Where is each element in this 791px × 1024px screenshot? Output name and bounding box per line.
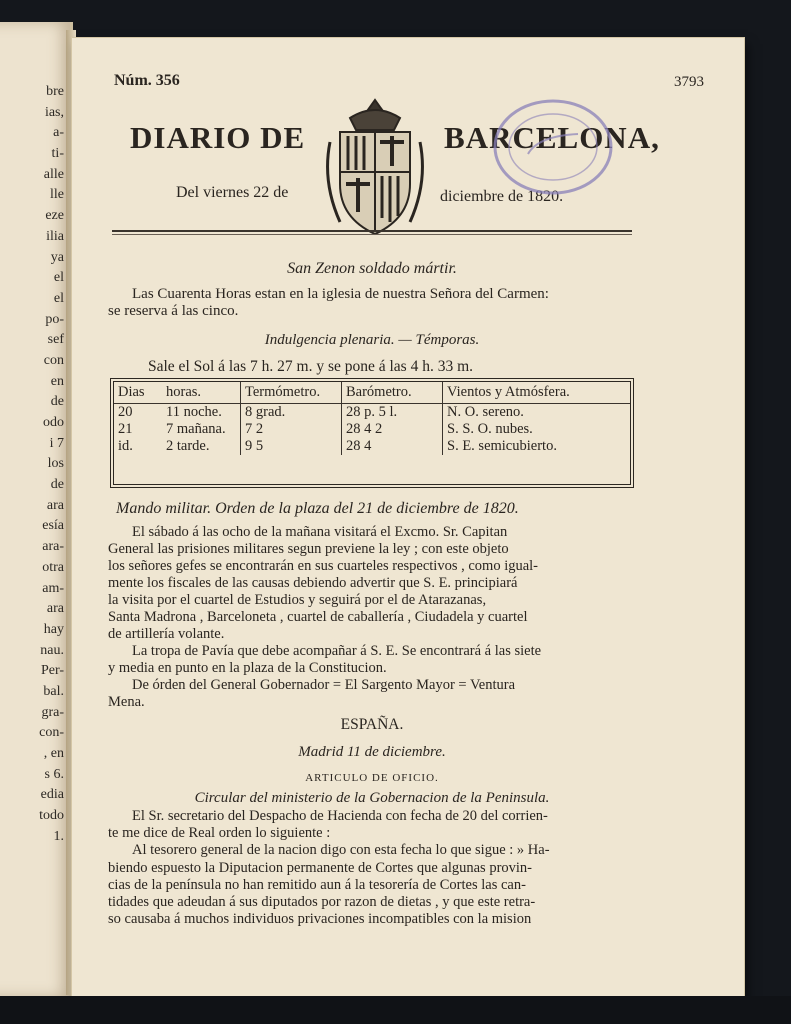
text-line: El sábado á las ocho de la mañana visitará el Excmo. Sr. Capitan: [132, 524, 508, 540]
table-cell: S. E. semicubierto.: [443, 438, 631, 455]
text-line: Al tesorero general de la nacion digo con esta fecha lo que sigue : » Ha-: [132, 842, 550, 859]
text-line: de artillería volante.: [108, 626, 225, 642]
margin-word: edia: [40, 787, 64, 803]
article-body-text: [108, 808, 628, 928]
table-cell: 2 tarde.: [166, 438, 210, 454]
notice-line-2: se reserva á las cinco.: [108, 303, 239, 319]
masthead-title-right: BARCELONA,: [444, 120, 660, 155]
article-heading: ARTICULO DE OFICIO.: [305, 772, 439, 784]
margin-word: sef: [47, 332, 64, 348]
circular-heading: Circular del ministerio de la Gobernacion de la Peninsula.: [194, 790, 550, 806]
text-line: la visita por el cuartel de Estudios y seguirá por el de Atarazanas,: [108, 592, 487, 608]
col-header-thermometer: Termómetro.: [241, 382, 342, 404]
page-number: 3793: [674, 74, 704, 90]
sun-times: Sale el Sol á las 7 h. 27 m. y se pone á las 4 h. 33 m.: [148, 358, 474, 375]
header-rule-thin: [112, 234, 632, 235]
text-line: mente los fiscales de las causas debiendo advertir que S. E. principiará: [108, 575, 518, 591]
text-line: te me dice de Real orden lo siguiente :: [108, 825, 331, 842]
table-cell: 21: [118, 421, 133, 437]
table-cell: 20: [118, 404, 133, 420]
margin-word: ara: [46, 497, 64, 513]
text-line: De órden del General Gobernador = El Sargento Mayor = Ventura: [132, 677, 516, 693]
table-row: [114, 438, 630, 455]
margin-word: el: [53, 270, 64, 286]
table-cell: 8 grad.: [241, 404, 342, 422]
date-right: diciembre de 1820.: [440, 188, 564, 205]
table-cell: 9 5: [241, 438, 342, 455]
saint-of-day: San Zenon soldado mártir.: [287, 260, 457, 277]
margin-word: Per-: [40, 663, 64, 679]
margin-word: de: [50, 477, 64, 493]
margin-word: s 6.: [44, 766, 64, 782]
military-heading: Mando militar. Orden de la plaza del 21 de diciembre de 1820.: [116, 500, 519, 517]
coat-of-arms-icon: [320, 92, 430, 248]
margin-word: a-: [53, 125, 64, 141]
library-stamp: [488, 92, 618, 202]
table-cell: 28 p. 5 l.: [342, 404, 443, 422]
margin-word: ti-: [51, 146, 64, 162]
margin-word: en: [50, 373, 64, 389]
margin-word: hay: [43, 621, 64, 637]
margin-word: esía: [42, 518, 64, 534]
notice-line-1: Las Cuarenta Horas estan en la iglesia de nuestra Señora del Carmen:: [132, 286, 549, 302]
margin-word: odo: [43, 415, 64, 430]
margin-word: po-: [45, 311, 64, 327]
table-row: [114, 421, 630, 438]
margin-word: bal.: [43, 683, 64, 699]
margin-word: los: [47, 456, 64, 472]
table-cell: 11 noche.: [166, 404, 222, 420]
weather-table: [110, 378, 634, 488]
table-cell: N. O. sereno.: [443, 404, 631, 422]
table-row: [114, 404, 630, 422]
issue-number: Núm. 356: [114, 72, 180, 89]
margin-word: gra-: [41, 704, 64, 720]
col-header-barometer: Barómetro.: [342, 382, 443, 404]
margin-word: , en: [43, 746, 64, 761]
margin-word: otra: [42, 559, 64, 575]
margin-word: el: [53, 290, 64, 306]
masthead-title-left: DIARIO DE: [130, 120, 306, 155]
margin-word: con-: [39, 725, 64, 741]
text-line: La tropa de Pavía que debe acompañar á S. E. Se encontrará á las siete: [132, 643, 542, 659]
margin-word: i 7: [49, 435, 64, 451]
table-cell: 7 mañana.: [166, 421, 226, 437]
text-line: los señores gefes se encontrarán en sus cuarteles respectivos , como igual-: [108, 558, 539, 574]
table-cell: 28 4: [342, 438, 443, 455]
table-cell: id.: [118, 438, 133, 454]
margin-word: ilia: [46, 228, 64, 244]
margin-word: ara: [46, 601, 64, 617]
margin-word: ya: [50, 249, 64, 265]
margin-word: ias,: [44, 104, 64, 120]
text-line: cias de la península no han remitido aun á la tesorería de Cortes las can-: [108, 876, 526, 893]
text-line: biendo espuesto la Diputacion permanente de Cortes que algunas provin-: [108, 859, 533, 876]
military-order-text: [108, 524, 628, 711]
header-rule: [112, 230, 632, 232]
background-edge: [0, 996, 791, 1024]
margin-word: ara-: [42, 539, 64, 555]
date-left: Del viernes 22 de: [176, 184, 289, 201]
section-title: ESPAÑA.: [340, 716, 404, 733]
col-header-days: Dias: [114, 382, 162, 404]
col-header-winds: Vientos y Atmósfera.: [443, 382, 631, 404]
col-header-hours: horas.: [162, 382, 241, 404]
text-line: tidades que adeudan á sus diputados por razon de dietas , y que este retra-: [108, 894, 536, 911]
left-page-margin-text: [39, 82, 64, 847]
text-line: so causaba á muchos individuos privaciones incompatibles con la mision: [108, 911, 532, 928]
text-line: Mena.: [108, 694, 145, 710]
margin-word: eze: [45, 208, 64, 224]
margin-word: con: [43, 352, 64, 368]
table-cell: S. S. O. nubes.: [443, 421, 631, 438]
newspaper-page: [72, 38, 744, 1000]
table-cell: 28 4 2: [342, 421, 443, 438]
margin-word: bre: [46, 84, 64, 99]
text-line: General las prisiones militares segun previene la ley ; con este objeto: [108, 541, 509, 557]
text-line: Santa Madrona , Barceloneta , cuartel de caballería , Ciudadela y cuartel: [108, 609, 528, 625]
text-line: y media en punto en la plaza de la Constitucion.: [108, 660, 387, 676]
margin-word: nau.: [40, 642, 64, 658]
margin-word: am-: [42, 580, 64, 596]
margin-word: de: [50, 394, 64, 410]
text-line: El Sr. secretario del Despacho de Hacienda con fecha de 20 del corrien-: [132, 808, 548, 824]
indulgence-line: Indulgencia plenaria. — Témporas.: [264, 332, 480, 348]
margin-word: alle: [43, 166, 64, 182]
left-page: [0, 22, 73, 997]
margin-word: lle: [50, 187, 64, 203]
margin-word: todo: [39, 808, 64, 824]
margin-word: 1.: [53, 828, 64, 844]
place-date: Madrid 11 de diciembre.: [298, 744, 446, 760]
table-cell: 7 2: [241, 421, 342, 438]
